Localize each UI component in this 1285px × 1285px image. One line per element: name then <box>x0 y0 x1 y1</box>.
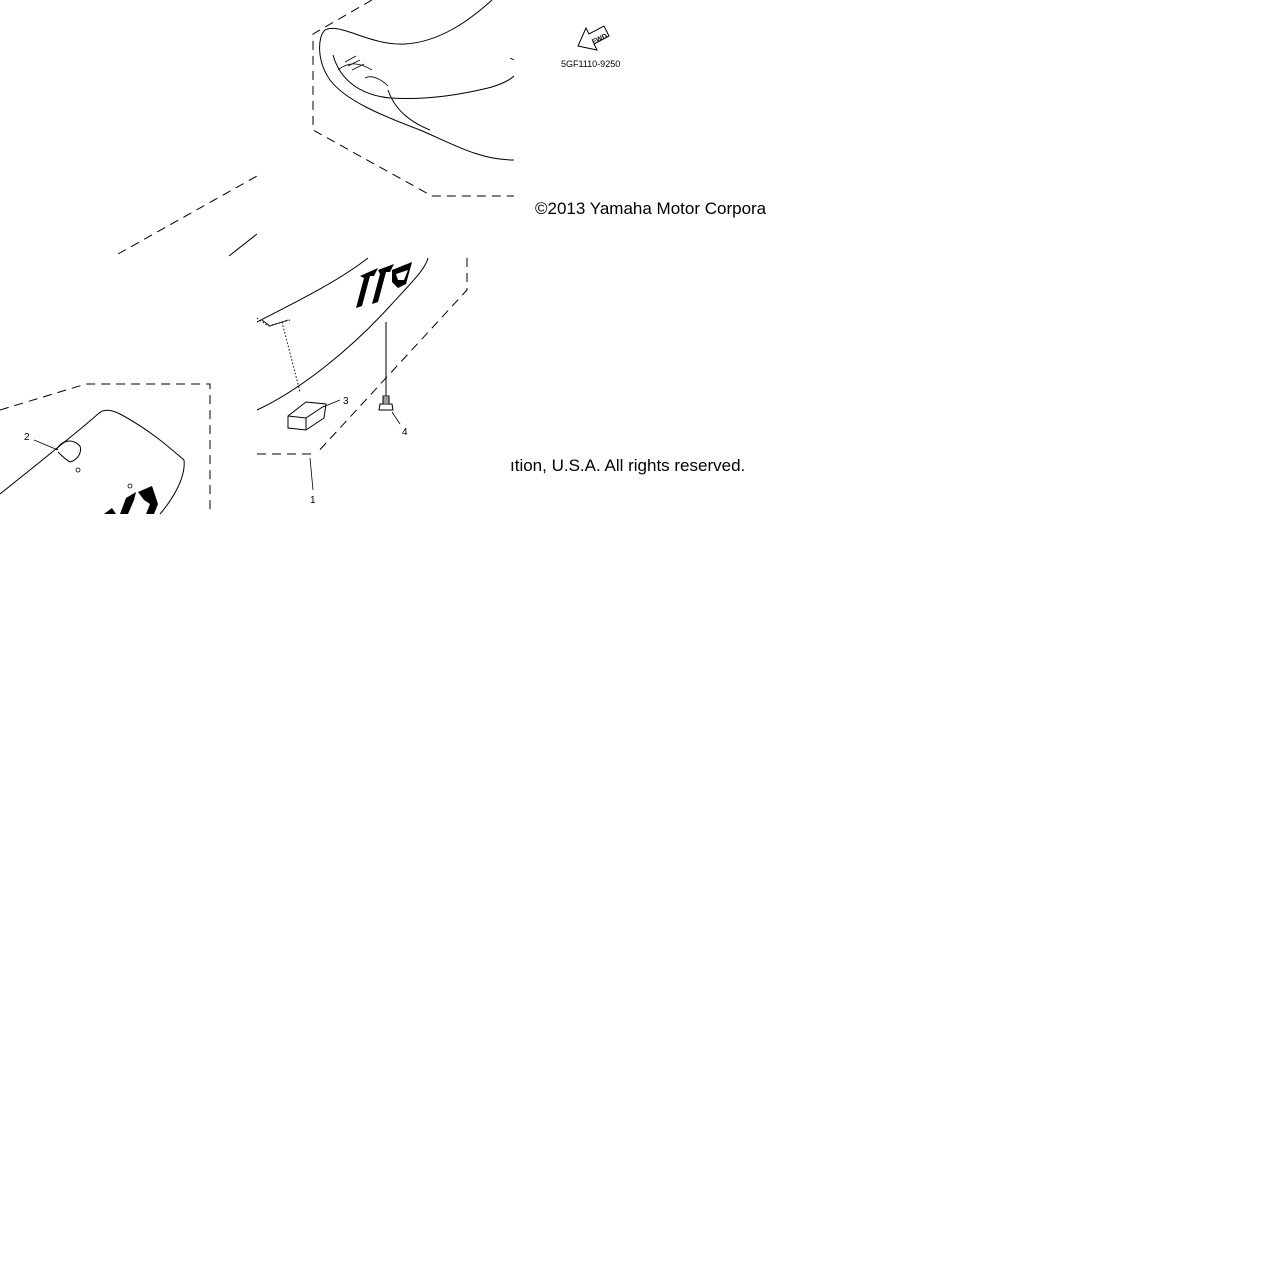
callout-2: 2 <box>24 432 30 443</box>
part-number: 5GF1110-9250 <box>561 59 621 69</box>
fwd-arrow-icon <box>578 26 609 50</box>
upper-seat-view <box>313 0 514 196</box>
copyright-line-1: ©2013 Yamaha Motor Corpora <box>535 199 767 218</box>
copyright-line-2: ıtion, U.S.A. All rights reserved. <box>510 456 746 475</box>
fwd-label: FWD <box>591 32 609 46</box>
callout-1: 1 <box>310 495 316 506</box>
callout-4: 4 <box>402 427 408 438</box>
ttr-logo <box>356 262 412 308</box>
bolt-part <box>379 322 393 410</box>
middle-seat-view <box>118 176 467 490</box>
pad-part <box>288 402 326 430</box>
lower-seat-view <box>0 384 210 514</box>
callout-3: 3 <box>343 396 349 407</box>
